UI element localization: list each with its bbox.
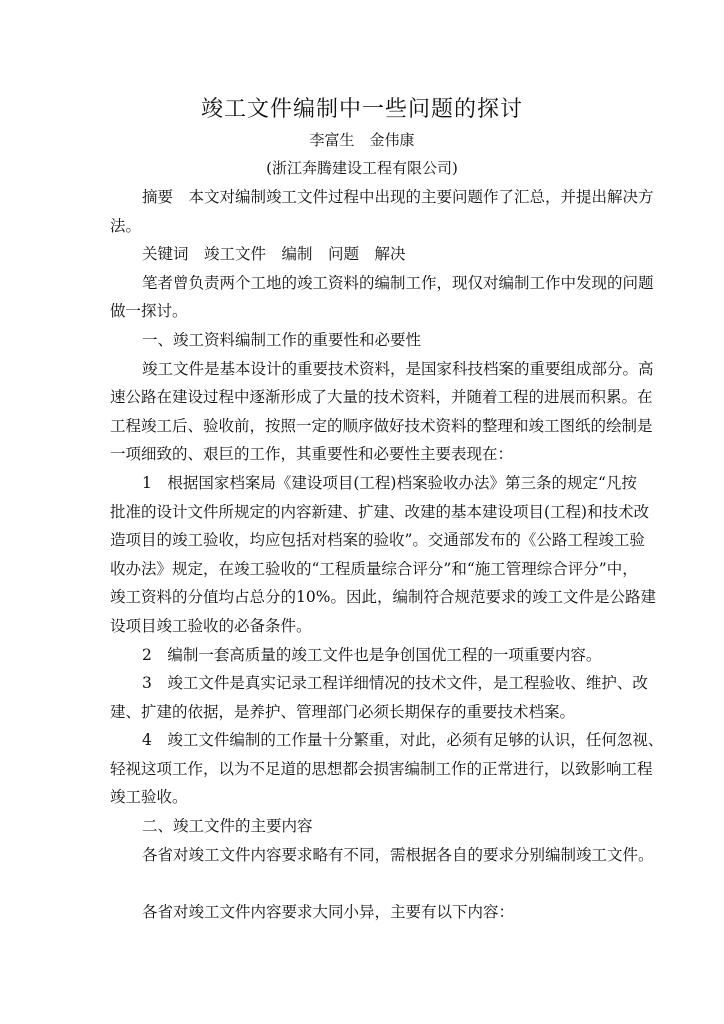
text-line: 4 竣工文件编制的工作量十分繁重，对此，必须有足够的认识，任何忽视、 xyxy=(142,731,664,750)
paragraph xyxy=(110,326,600,355)
paragraph xyxy=(110,812,600,841)
text-line: 工程竣工后、验收前，按照一定的顺序做好技术资料的整理和竣工图纸的绘制是 xyxy=(110,416,653,435)
blank-line xyxy=(110,869,600,898)
text-line: 建、扩建的依据，是养护、管理部门必须长期保存的重要技术档案。 xyxy=(110,702,576,721)
paragraph xyxy=(110,669,648,726)
text-line: 一、竣工资料编制工作的重要性和必要性 xyxy=(142,330,422,349)
paragraph xyxy=(110,269,654,326)
text-line: 各省对竣工文件内容要求大同小异，主要有以下内容： xyxy=(142,902,515,921)
paragraph xyxy=(110,183,654,240)
paragraph xyxy=(110,841,654,870)
text-line: 关键词 竣工文件 编制 问题 解决 xyxy=(142,245,406,264)
text-line: 速公路在建设过程中逐渐形成了大量的技术资料，并随着工程的进展而积累。在 xyxy=(110,388,653,407)
text-line: 收办法》规定，在竣工验收的“工程质量综合评分”和“施工管理综合评分”中， xyxy=(110,559,638,578)
text-line: 竣工资料的分值均占总分的10%。因此，编制符合规范要求的竣工文件是公路建 xyxy=(110,588,656,607)
paragraph xyxy=(110,355,654,469)
text-line: 摘要 本文对编制竣工文件过程中出现的主要问题作了汇总，并提出解决方 xyxy=(142,188,654,206)
paragraph xyxy=(110,898,600,927)
paragraph xyxy=(110,240,600,269)
text-line: 造项目的竣工验收，均应包括对档案的验收”。交通部发布的《公路工程竣工验 xyxy=(110,531,645,550)
text-line: 二、竣工文件的主要内容 xyxy=(142,817,313,836)
paragraph xyxy=(110,726,664,812)
text-line: 竣工文件是基本设计的重要技术资料，是国家科技档案的重要组成部分。高 xyxy=(142,359,654,378)
text-line: 竣工验收。 xyxy=(110,788,188,807)
text-line: 设项目竣工验收的必备条件。 xyxy=(110,616,312,635)
text-line: 轻视这项工作，以为不足道的思想都会损害编制工作的正常进行，以致影响工程 xyxy=(110,759,653,778)
text-line: 3 竣工文件是真实记录工程详细情况的技术文件，是工程验收、维护、改 xyxy=(142,674,648,693)
authors: 李富生 金伟康 xyxy=(309,131,415,149)
text-line: 做一探讨。 xyxy=(110,302,188,321)
text-line: 一项细致的、艰巨的工作，其重要性和必要性主要表现在： xyxy=(110,445,514,464)
document-title: 竣工文件编制中一些问题的探讨 xyxy=(200,97,523,122)
text-line: 1 根据国家档案局《建设项目(工程)档案验收办法》第三条的规定“凡按 xyxy=(142,473,637,492)
document-body xyxy=(110,183,664,926)
affiliation: (浙江奔腾建设工程有限公司) xyxy=(266,159,458,177)
text-line: 各省对竣工文件内容要求略有不同，需根据各自的要求分别编制竣工文件。 xyxy=(142,845,654,864)
text-line: 笔者曾负责两个工地的竣工资料的编制工作，现仅对编制工作中发现的问题 xyxy=(142,273,654,292)
paragraph xyxy=(110,641,600,670)
paragraph xyxy=(110,469,656,641)
text-line: 2 编制一套高质量的竣工文件也是争创国优工程的一项重要内容。 xyxy=(142,645,602,664)
text-line: 法。 xyxy=(110,216,142,235)
text-line: 批准的设计文件所规定的内容新建、扩建、改建的基本建设项目(工程)和技术改 xyxy=(110,502,650,521)
